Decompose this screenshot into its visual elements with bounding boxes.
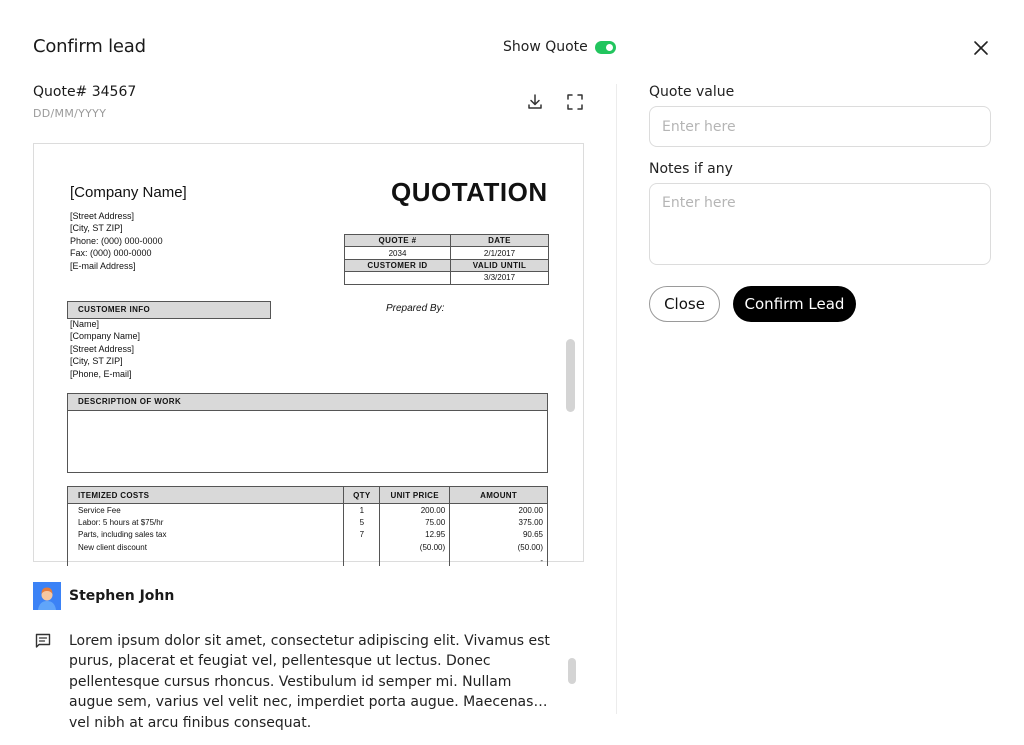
table-row xyxy=(68,504,548,517)
doc-customer-info-header: CUSTOMER INFO xyxy=(67,301,271,319)
modal-title: Confirm lead xyxy=(33,36,146,57)
doc-address-line: [E-mail Address] xyxy=(70,260,136,271)
doc-address-line: [Street Address] xyxy=(70,211,135,221)
doc-item-amount: - xyxy=(450,554,548,567)
quote-value-label: Quote value xyxy=(649,84,735,100)
doc-item-price: 200.00 xyxy=(380,504,450,517)
doc-customer-line: [Name] xyxy=(70,319,100,329)
doc-item-desc: New client discount xyxy=(68,541,344,554)
doc-company-name: [Company Name] xyxy=(70,184,187,201)
doc-meta-header: QUOTE # xyxy=(345,235,451,247)
doc-heading: QUOTATION xyxy=(391,177,548,207)
doc-meta-header: VALID UNTIL xyxy=(451,259,549,271)
doc-item-price xyxy=(380,554,450,567)
column-divider xyxy=(616,84,617,714)
avatar-illustration xyxy=(33,582,61,610)
notes-label: Notes if any xyxy=(649,161,733,177)
doc-item-amount: 200.00 xyxy=(450,504,548,517)
comment-icon xyxy=(34,632,52,650)
doc-address-line: Phone: (000) 000-0000 xyxy=(70,235,163,246)
doc-item-amount: 375.00 xyxy=(450,516,548,529)
doc-item-price: (50.00) xyxy=(380,541,450,554)
doc-item-desc: Labor: 5 hours at $75/hr xyxy=(68,516,344,529)
doc-meta-header: CUSTOMER ID xyxy=(345,259,451,271)
doc-items-table xyxy=(67,486,548,566)
doc-customer-line: [Street Address] xyxy=(70,343,135,354)
doc-item-desc: Service Fee xyxy=(68,504,344,517)
comment-text xyxy=(69,631,557,731)
comment-scrollbar[interactable] xyxy=(568,658,576,684)
doc-quote-meta-table xyxy=(344,234,549,285)
close-button[interactable]: Close xyxy=(649,286,720,322)
doc-address-block xyxy=(70,210,163,272)
doc-date: 2/1/2017 xyxy=(451,247,549,259)
show-quote-control xyxy=(503,39,616,55)
show-quote-toggle[interactable] xyxy=(595,41,616,54)
doc-item-qty xyxy=(344,541,380,554)
quote-number: Quote# 34567 xyxy=(33,84,137,100)
quote-date: DD/MM/YYYY xyxy=(33,107,107,120)
comment-body: Lorem ipsum dolor sit amet, consectetur adipiscing elit. Vivamus est purus, placerat et feugiat vel, pellentesque ut lectus. Donec pellentesque cursus rhoncus. Vestibulum id semper mi. Nullam augue sem, varius vel velit nec, imperdiet porta augue. Maecenas vel nibh at arcu finibus consequat. xyxy=(69,633,550,731)
doc-items-header: AMOUNT xyxy=(450,487,548,504)
notes-textarea[interactable] xyxy=(649,183,991,265)
doc-items-header: QTY xyxy=(344,487,380,504)
avatar xyxy=(33,582,61,610)
doc-items-header: UNIT PRICE xyxy=(380,487,450,504)
doc-item-qty: 5 xyxy=(344,516,380,529)
table-row xyxy=(68,516,548,529)
quote-document-preview[interactable] xyxy=(33,143,584,565)
doc-item-qty: 7 xyxy=(344,529,380,542)
doc-customer-line: [Company Name] xyxy=(70,331,141,342)
doc-description-box xyxy=(67,410,548,473)
doc-item-qty xyxy=(344,554,380,567)
table-row xyxy=(68,541,548,554)
doc-meta-header: DATE xyxy=(451,235,549,247)
doc-description-header: DESCRIPTION OF WORK xyxy=(67,393,548,411)
doc-items-header: ITEMIZED COSTS xyxy=(68,487,344,504)
doc-customer-line: [Phone, E-mail] xyxy=(70,368,132,379)
table-row xyxy=(68,554,548,567)
doc-address-line: Fax: (000) 000-0000 xyxy=(70,248,152,259)
doc-item-desc: Parts, including sales tax xyxy=(68,529,344,542)
show-quote-label: Show Quote xyxy=(503,39,588,55)
doc-item-price: 12.95 xyxy=(380,529,450,542)
doc-item-amount: 90.65 xyxy=(450,529,548,542)
doc-item-desc xyxy=(68,554,344,567)
doc-quote-number: 2034 xyxy=(345,247,451,259)
doc-customer-line: [City, ST ZIP] xyxy=(70,356,123,367)
doc-address-line: [City, ST ZIP] xyxy=(70,223,123,234)
confirm-lead-button[interactable]: Confirm Lead xyxy=(733,286,856,322)
doc-item-price: 75.00 xyxy=(380,516,450,529)
table-row xyxy=(68,529,548,542)
document-scrollbar[interactable] xyxy=(566,339,575,412)
fullscreen-icon[interactable] xyxy=(565,92,585,112)
doc-item-amount: (50.00) xyxy=(450,541,548,554)
doc-valid-until: 3/3/2017 xyxy=(451,272,549,284)
close-icon[interactable] xyxy=(972,39,990,57)
download-icon[interactable] xyxy=(525,92,545,112)
commenter-name: Stephen John xyxy=(69,588,175,604)
quote-value-input[interactable] xyxy=(649,106,991,147)
doc-customer-block xyxy=(70,318,140,380)
quotation-document xyxy=(34,144,583,584)
doc-item-qty: 1 xyxy=(344,504,380,517)
doc-customer-id xyxy=(345,272,451,284)
doc-prepared-by: Prepared By: xyxy=(386,303,445,314)
